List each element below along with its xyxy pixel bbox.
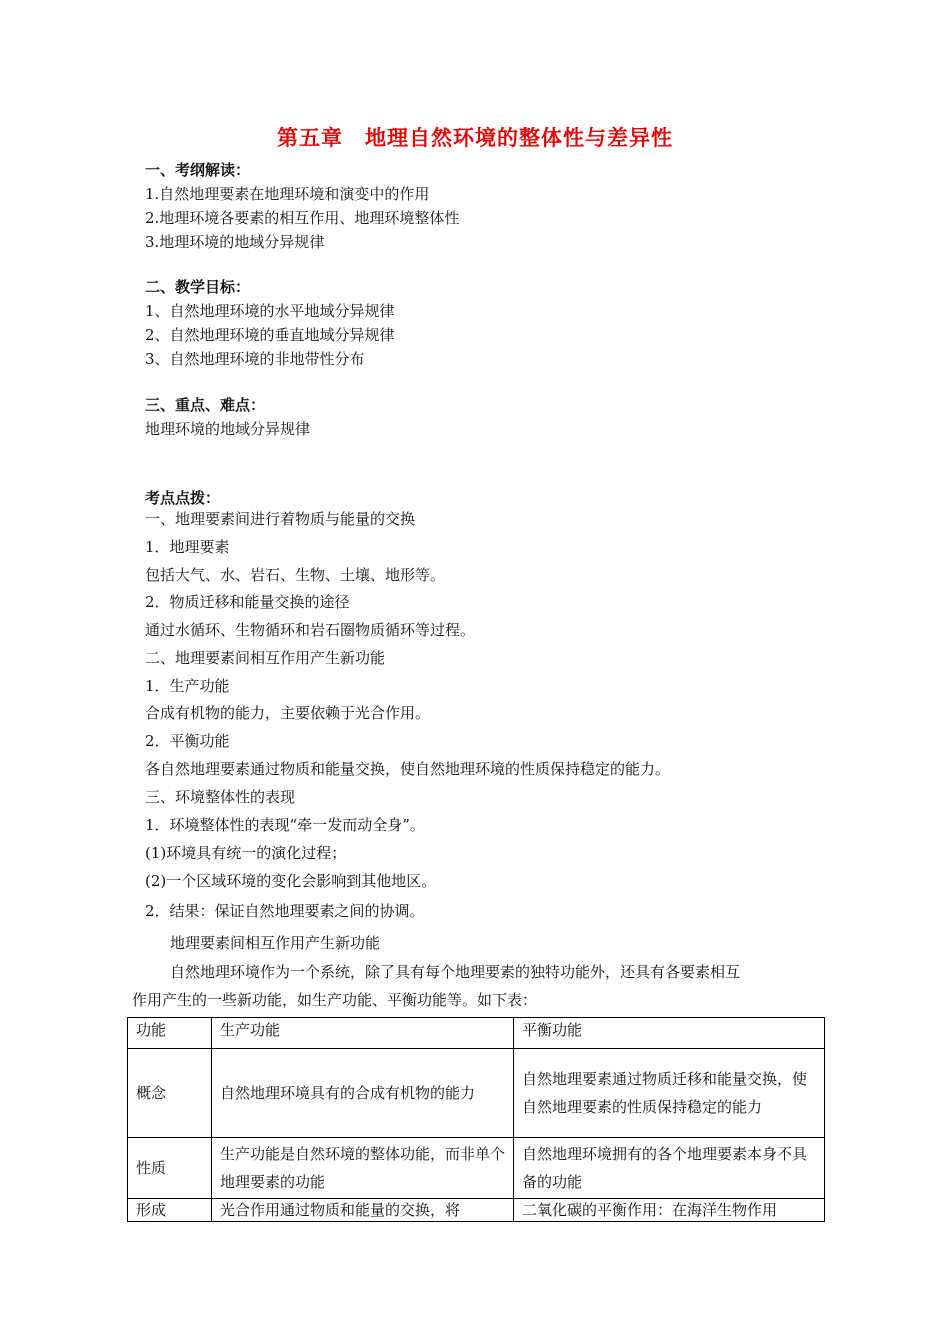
table-row <box>128 1138 825 1199</box>
list-item: 3、自然地理环境的非地带性分布 <box>145 350 365 368</box>
points-line: 1．地理要素 <box>145 538 230 556</box>
keypoint-text: 地理环境的地域分异规律 <box>145 420 311 438</box>
points-heading: 考点点拨： <box>145 489 221 507</box>
list-item: 3.地理环境的地域分异规律 <box>145 233 325 251</box>
table-cell: 自然地理环境具有的合成有机物的能力 <box>212 1049 514 1138</box>
section-heading-syllabus: 一、考纲解读： <box>145 161 251 179</box>
table-cell: 自然地理要素通过物质迁移和能量交换，使自然地理要素的性质保持稳定的能力 <box>514 1049 825 1138</box>
points-line: 1．环境整体性的表现“牵一发而动全身”。 <box>145 816 425 834</box>
points-line: 2．平衡功能 <box>145 732 230 750</box>
points-line: 一、地理要素间进行着物质与能量的交换 <box>145 510 416 528</box>
intro-paragraph-cont: 作用产生的一些新功能，如生产功能、平衡功能等。如下表： <box>132 991 538 1009</box>
table-cell: 自然地理环境拥有的各个地理要素本身不具备的功能 <box>514 1138 825 1199</box>
function-table <box>127 1017 825 1222</box>
table-header-cell: 平衡功能 <box>514 1018 825 1049</box>
section-heading-keypoints: 三、重点、难点： <box>145 396 266 414</box>
table-header-cell: 功能 <box>128 1018 212 1049</box>
points-line: 包括大气、水、岩石、生物、土壤、地形等。 <box>145 566 446 584</box>
intro-subheading: 地理要素间相互作用产生新功能 <box>170 934 381 952</box>
points-line: 1．生产功能 <box>145 677 230 695</box>
table-row-label: 概念 <box>128 1049 212 1138</box>
list-item: 2.地理环境各要素的相互作用、地理环境整体性 <box>145 209 460 227</box>
points-line: (2)一个区域环境的变化会影响到其他地区。 <box>145 872 437 890</box>
table-cell: 二氧化碳的平衡作用：在海洋生物作用 <box>514 1199 825 1222</box>
points-line: 合成有机物的能力，主要依赖于光合作用。 <box>145 704 431 722</box>
table-row-label: 性质 <box>128 1138 212 1199</box>
points-line: 通过水循环、生物循环和岩石圈物质循环等过程。 <box>145 621 476 639</box>
intro-paragraph: 自然地理环境作为一个系统，除了具有每个地理要素的独特功能外，还具有各要素相互 <box>170 963 741 981</box>
table-row-label: 形成 <box>128 1199 212 1222</box>
list-item: 1、自然地理环境的水平地域分异规律 <box>145 302 395 320</box>
table-header-cell: 生产功能 <box>212 1018 514 1049</box>
points-line: 2．物质迁移和能量交换的途径 <box>145 593 350 611</box>
list-item: 2、自然地理环境的垂直地域分异规律 <box>145 326 395 344</box>
points-line: 二、地理要素间相互作用产生新功能 <box>145 649 386 667</box>
table-row <box>128 1199 825 1222</box>
page-title: 第五章 地理自然环境的整体性与差异性 <box>277 126 673 150</box>
table-cell: 生产功能是自然环境的整体功能，而非单个地理要素的功能 <box>212 1138 514 1199</box>
table-row <box>128 1049 825 1138</box>
points-line: 三、环境整体性的表现 <box>145 788 296 806</box>
points-line: (1)环境具有统一的演化过程； <box>145 844 347 862</box>
table-header-row <box>128 1018 825 1049</box>
section-heading-goals: 二、教学目标： <box>145 278 251 296</box>
points-line: 2．结果：保证自然地理要素之间的协调。 <box>145 902 425 920</box>
table-cell: 光合作用通过物质和能量的交换，将 <box>212 1199 514 1222</box>
list-item: 1.自然地理要素在地理环境和演变中的作用 <box>145 185 430 203</box>
points-line: 各自然地理要素通过物质和能量交换，使自然地理环境的性质保持稳定的能力。 <box>145 760 671 778</box>
